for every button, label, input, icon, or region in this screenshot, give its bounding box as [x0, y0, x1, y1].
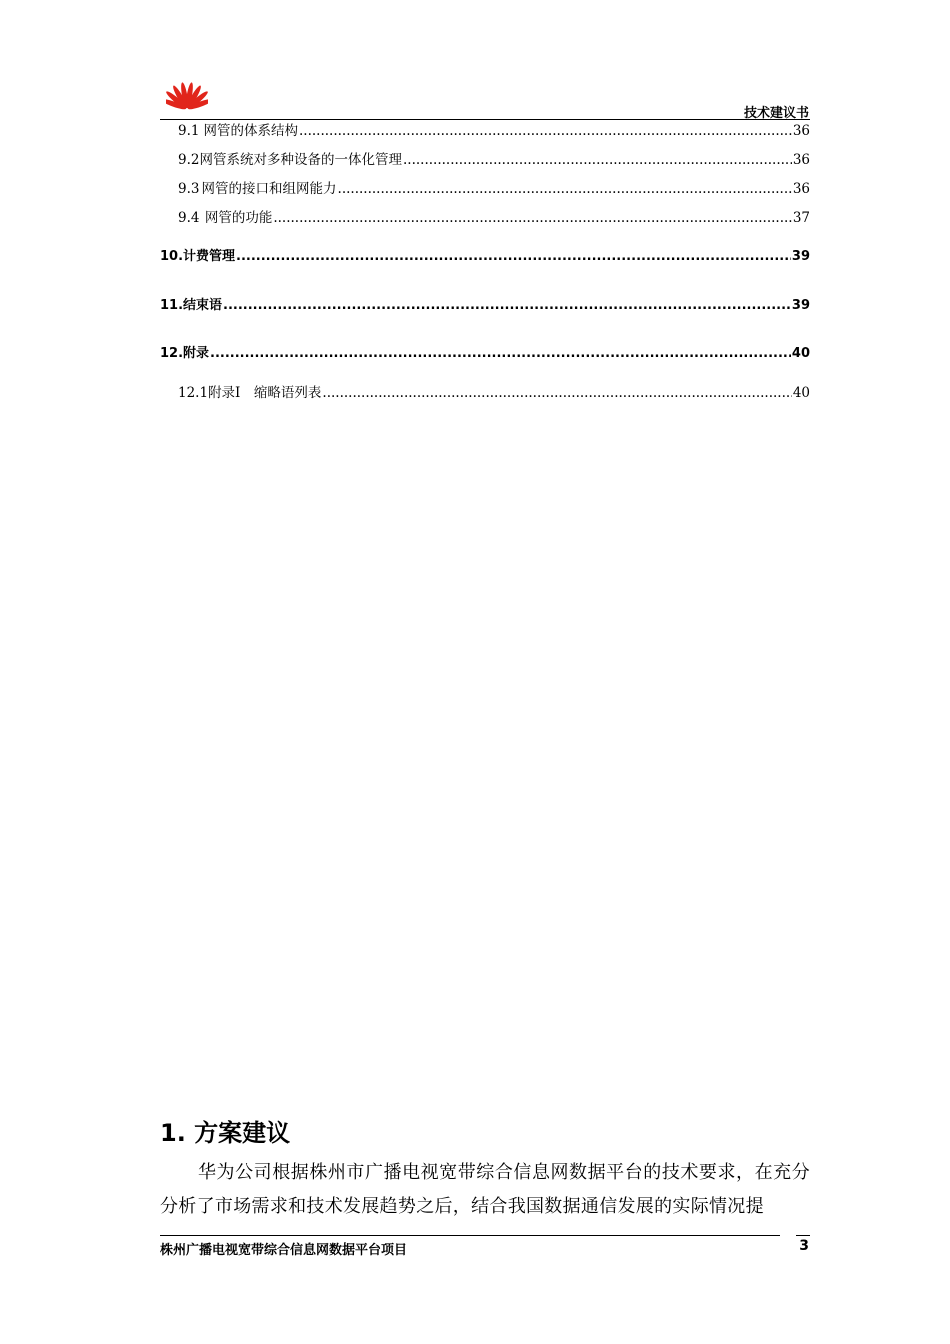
- section-heading: 1. 方案建议: [160, 1119, 291, 1147]
- toc-entry-12-1[interactable]: 12.1 附录Ⅰ 缩略语列表 ..... 40: [160, 384, 810, 402]
- header-divider: [160, 119, 810, 120]
- footer-divider: [160, 1235, 780, 1236]
- toc-entry-9-1[interactable]: 9.1 网管的体系结构 ..... 36: [160, 122, 810, 140]
- toc-entry-10[interactable]: 10. 计费管理 ..... 39: [160, 248, 810, 266]
- section-paragraph: 华为公司根据株州市广播电视宽带综合信息网数据平台的技术要求，在充分分析了市场需求和技术发展趋势之后，结合我国数据通信发展的实际情况提: [160, 1162, 810, 1217]
- toc-entry-9-4[interactable]: 9.4 网管的功能 ..... 37: [160, 209, 810, 227]
- toc-entry-12[interactable]: 12. 附录 ..... 40: [160, 345, 810, 363]
- header-title: 技术建议书: [743, 106, 809, 121]
- toc-entry-11[interactable]: 11. 结束语 ..... 39: [160, 297, 810, 315]
- footer-page-number: 3: [799, 1238, 809, 1254]
- toc-entry-9-2[interactable]: 9.2 网管系统对多种设备的一体化管理 ..... 36: [160, 151, 810, 169]
- footer-divider-tick: [796, 1235, 810, 1236]
- footer-project-name: 株州广播电视宽带综合信息网数据平台项目: [160, 1243, 408, 1258]
- huawei-logo-icon: [166, 80, 208, 110]
- toc-entry-9-3[interactable]: 9.3 网管的接口和组网能力 ..... 36: [160, 180, 810, 198]
